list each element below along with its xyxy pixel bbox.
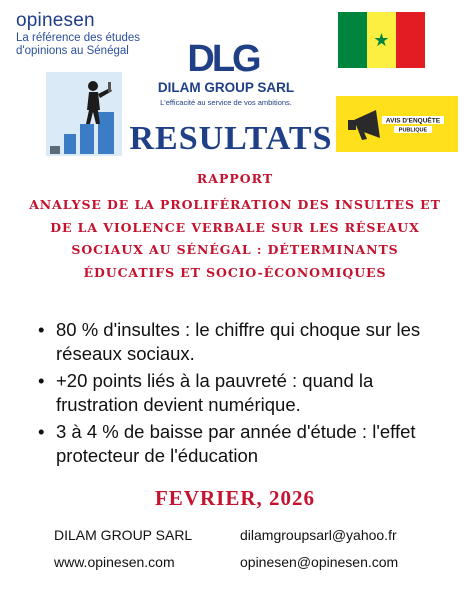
report-subtitle: ANALYSE DE LA PROLIFÉRATION DES INSULTES ET DE LA VIOLENCE VERBALE SUR LES RÉSEAUX SOCIAUX AU SÉNÉGAL : DÉTERMINANTS ÉDUCATIFS ET SOCIO-ÉCONOMIQUES [29,197,441,280]
footer-website[interactable]: www.opinesen.com [54,554,175,570]
bullet-icon: • [38,319,45,340]
publication-date: FEVRIER, 2026 [154,486,315,510]
finding-text: +20 points liés à la pauvreté : quand la frustration devient numérique. [56,370,374,415]
list-item [38,420,458,468]
key-findings-list [38,318,458,471]
company-name: DILAM GROUP SARL [157,80,295,95]
bullet-icon: • [38,421,45,442]
footer-company: DILAM GROUP SARL [54,527,193,543]
dlg-logo-mark: DLG [187,38,259,76]
brand-name: opinesen [16,10,95,31]
report-label: RAPPORT [196,171,274,186]
finding-text: 80 % d'insultes : le chiffre qui choque sur les réseaux sociaux. [56,319,421,364]
page-title: RESULTATS [129,120,333,157]
star-icon: ★ [373,30,390,50]
brand-opinesen [16,10,140,58]
footer-email-opinesen[interactable]: opinesen@opinesen.com [240,554,399,570]
badge-line2: PUBLIQUE [398,127,428,134]
bullet-icon: • [38,370,45,391]
list-item [38,318,458,366]
badge-line1: AVIS D'ENQUÊTE [385,117,441,125]
senegal-flag-icon [338,12,425,68]
company-tagline: L'efficacité au service de vos ambitions. [160,98,292,107]
finding-text: 3 à 4 % de baisse par année d'étude : l'effet protecteur de l'éducation [56,421,416,466]
brand-tagline-line2: d'opinions au Sénégal [16,45,129,57]
dlg-logo [178,38,268,76]
footer-email-dilam[interactable]: dilamgroupsarl@yahoo.fr [240,527,397,543]
brand-tagline-line1: La référence des études [16,32,141,44]
list-item [38,369,458,417]
